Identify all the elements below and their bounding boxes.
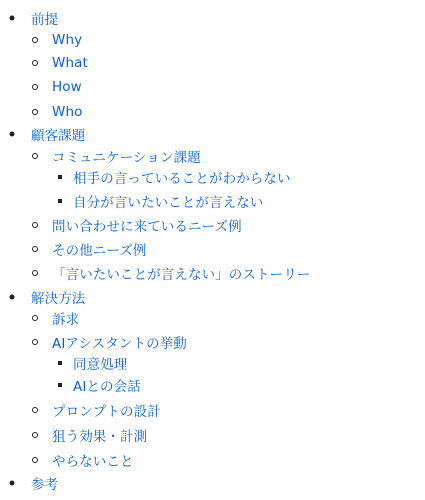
circle-bullet <box>32 109 38 115</box>
square-bullet <box>58 175 62 179</box>
circle-bullet <box>32 339 38 345</box>
why-link[interactable]: Why <box>52 32 83 48</box>
outline-item-customer-issues <box>31 123 85 145</box>
outline-item-communication-issues <box>52 145 201 167</box>
circle-bullet <box>32 60 38 66</box>
outline-item-solution <box>31 286 85 308</box>
outline-item-ai-behavior <box>52 331 187 353</box>
customer-issues-link[interactable]: 顧客課題 <box>31 128 86 144</box>
circle-bullet <box>32 407 38 413</box>
outline-item-premise <box>31 7 58 29</box>
ai-conversation-link[interactable]: AIとの会話 <box>73 379 141 395</box>
outline-item-what <box>52 52 88 74</box>
outline-item-other-needs <box>52 238 147 260</box>
circle-bullet <box>32 270 38 276</box>
outline-item-effect <box>52 424 147 446</box>
outline-item-consent <box>73 352 127 374</box>
circle-bullet <box>32 153 38 159</box>
outline-item-ai-conversation <box>73 374 141 396</box>
inquiry-needs-link[interactable]: 問い合わせに来ているニーズ例 <box>52 219 242 235</box>
square-bullet <box>58 383 62 387</box>
who-link[interactable]: Who <box>52 104 83 120</box>
circle-bullet <box>32 457 38 463</box>
circle-bullet <box>32 222 38 228</box>
circle-bullet <box>32 84 38 90</box>
outline-item-who <box>52 101 82 123</box>
outline-item-inquiry-needs <box>52 214 242 236</box>
circle-bullet <box>32 315 38 321</box>
effect-link[interactable]: 狙う効果・計測 <box>52 429 148 445</box>
square-bullet <box>58 199 62 203</box>
outline-item-appeal <box>52 307 79 329</box>
outline-item-why <box>52 29 82 51</box>
cannot-say-link[interactable]: 自分が言いたいことが言えない <box>73 195 264 211</box>
outline-item-prompt-design <box>52 399 161 421</box>
circle-bullet <box>32 246 38 252</box>
outline-item-reference <box>31 472 58 494</box>
how-link[interactable]: How <box>52 79 82 95</box>
not-doing-link[interactable]: やらないこと <box>52 454 134 470</box>
outline-item-how <box>52 76 82 98</box>
communication-issues-link[interactable]: コミュニケーション課題 <box>52 150 201 166</box>
reference-link[interactable]: 参考 <box>31 477 59 493</box>
disc-bullet <box>10 16 15 21</box>
outline-item-not-doing <box>52 449 134 471</box>
story-link[interactable]: 「言いたいことが言えない」のストーリー <box>52 267 311 283</box>
outline-item-cannot-understand <box>73 166 291 188</box>
solution-link[interactable]: 解決方法 <box>31 291 86 307</box>
what-link[interactable]: What <box>52 55 88 71</box>
outline-item-cannot-say <box>73 190 263 212</box>
circle-bullet <box>32 432 38 438</box>
square-bullet <box>58 361 62 365</box>
disc-bullet <box>10 295 15 300</box>
cannot-understand-link[interactable]: 相手の言っていることがわからない <box>73 171 291 187</box>
outline-item-story <box>52 262 310 284</box>
disc-bullet <box>10 481 15 486</box>
premise-link[interactable]: 前提 <box>31 12 59 28</box>
prompt-design-link[interactable]: プロンプトの設計 <box>52 404 161 420</box>
disc-bullet <box>10 132 15 137</box>
circle-bullet <box>32 37 38 43</box>
ai-behavior-link[interactable]: AIアシスタントの挙動 <box>52 336 187 352</box>
other-needs-link[interactable]: その他ニーズ例 <box>52 243 147 259</box>
consent-link[interactable]: 同意処理 <box>73 357 128 373</box>
appeal-link[interactable]: 訴求 <box>52 312 80 328</box>
